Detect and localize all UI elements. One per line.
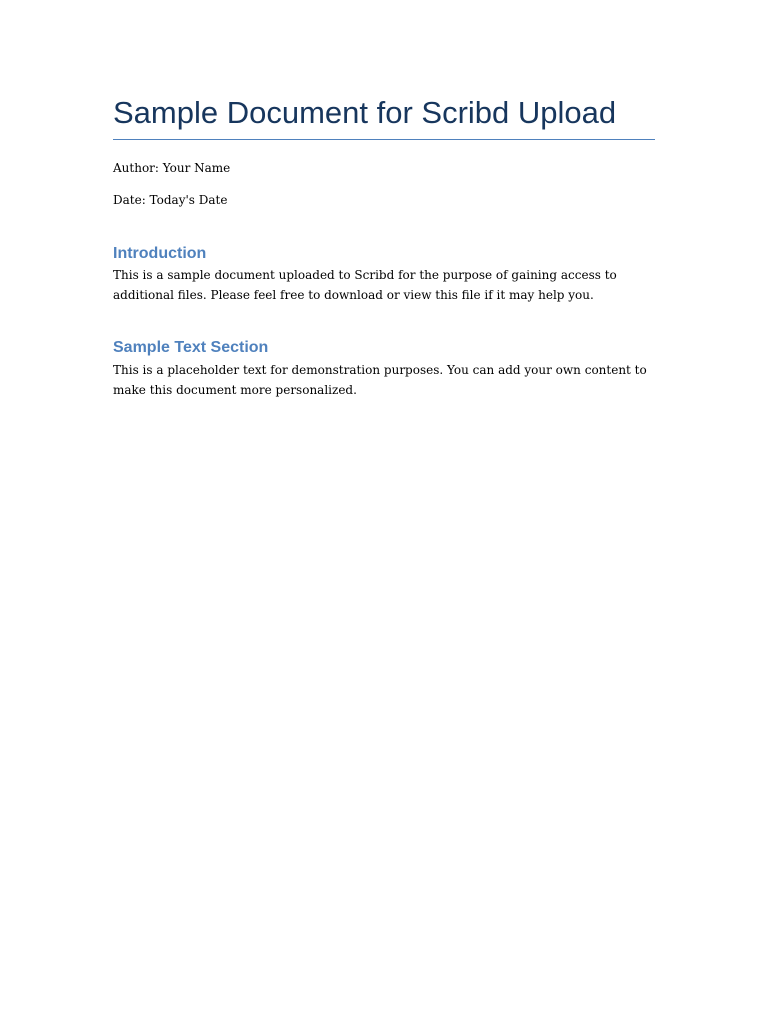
title-underline-rule [113,139,655,140]
section-body-introduction: This is a sample document uploaded to Scribd for the purpose of gaining access to additional files. Please feel free to download or view this file if it may help you. [113,268,617,302]
document-title: Sample Document for Scribd Upload [113,95,617,130]
section-heading-introduction: Introduction [113,245,207,262]
author-line: Author: Your Name [113,161,231,175]
section-heading-sample-text: Sample Text Section [113,339,269,356]
section-body-sample-text: This is a placeholder text for demonstration purposes. You can add your own content to make this document more personalized. [113,363,647,397]
date-line: Date: Today's Date [113,193,228,207]
